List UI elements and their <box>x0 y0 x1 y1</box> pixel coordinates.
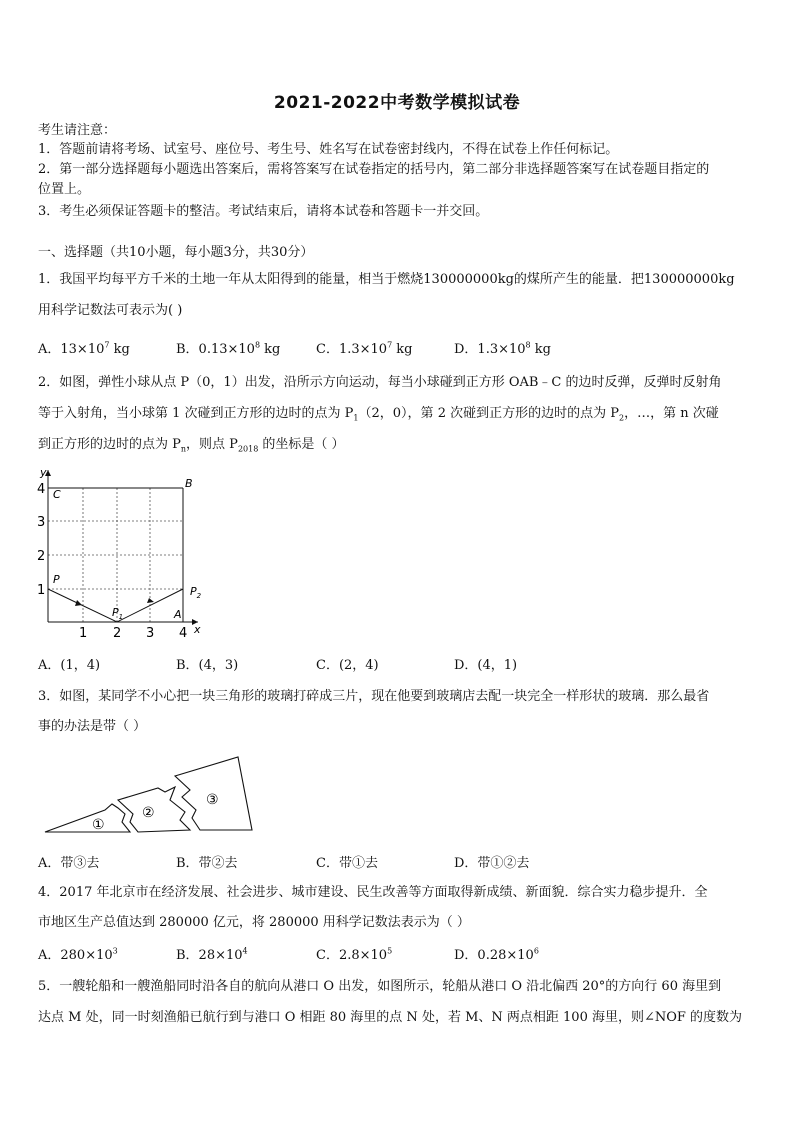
point-p1-label: $P_1$ <box>112 606 124 621</box>
q4-option-b[interactable]: B．$28\times 10^4$ <box>176 946 248 963</box>
q2-figure <box>30 462 220 642</box>
point-b-label: B <box>185 477 193 490</box>
page-title: 2021-2022中考数学模拟试卷 <box>273 93 521 113</box>
q3-figure <box>40 752 260 837</box>
y-tick-4: 4 <box>37 482 46 497</box>
notice-heading: 考生请注意： <box>38 123 117 138</box>
q4-option-d[interactable]: D．$0.28\times 10^6$ <box>454 946 539 963</box>
notice-item-1: 1．答题前请将考场、试室号、座位号、考生号、姓名写在试卷密封线内，不得在试卷上作任何标记。 <box>38 142 619 157</box>
q5-text-line1: 5．一艘轮船和一艘渔船同时沿各自的航向从港口 O 出发，如图所示，轮船从港口 O 沿北偏西 20°的方向行 60 海里到 <box>38 979 722 994</box>
notice-item-2: 2．第一部分选择题每小题选出答案后，需将答案写在试卷指定的括号内，第二部分非选择题答案写在试卷题目指定的 <box>38 162 710 177</box>
q2-option-b[interactable]: B．(4，3) <box>176 658 239 673</box>
q3-option-d[interactable]: D．带①②去 <box>454 856 530 871</box>
notice-item-3: 3．考生必须保证答题卡的整洁。考试结束后，请将本试卷和答题卡一并交回。 <box>38 204 489 219</box>
q1-text-line1: 1．我国平均每平方千米的土地一年从太阳得到的能量，相当于燃烧130000000kg的煤所产生的能量．把130000000kg <box>38 272 735 287</box>
q1-options <box>38 338 760 356</box>
q3-option-b[interactable]: B．带②去 <box>176 856 238 871</box>
q2-option-c[interactable]: C．(2，4) <box>316 658 379 673</box>
q4-text-line1: 4．2017 年北京市在经济发展、社会进步、城市建设、民生改善等方面取得新成绩、新面貌．综合实力稳步提升．全 <box>38 885 708 900</box>
q1-option-c[interactable]: C．$1.3\times 10^7$ kg <box>316 340 413 357</box>
y-tick-2: 2 <box>37 549 46 564</box>
q4-option-a[interactable]: A．$280\times 10^3$ <box>38 946 118 963</box>
q1-text-line2: 用科学记数法可表示为( ) <box>38 303 183 318</box>
axis-x-label: x <box>194 623 201 636</box>
point-p2-label: $P_2$ <box>190 585 202 600</box>
glass-piece-1 <box>45 804 130 832</box>
piece-3-label: ③ <box>206 792 219 808</box>
point-a-label: A <box>174 608 182 621</box>
y-tick-3: 3 <box>37 515 46 530</box>
q1-option-a[interactable]: A．$13\times 10^7$ kg <box>38 340 130 357</box>
x-tick-1: 1 <box>79 626 88 641</box>
x-tick-4: 4 <box>179 626 188 641</box>
q3-option-c[interactable]: C．带①去 <box>316 856 378 871</box>
q3-text-line1: 3．如图，某同学不小心把一块三角形的玻璃打碎成三片，现在他要到玻璃店去配一块完全一样形状的玻璃．那么最省 <box>38 689 710 704</box>
q1-option-d[interactable]: D．$1.3\times 10^8$ kg <box>454 340 551 357</box>
axis-y-label: y <box>40 466 47 479</box>
point-p-label: P <box>53 573 60 586</box>
section-heading: 一、选择题（共10小题，每小题3分，共30分） <box>38 245 314 260</box>
q1-option-b[interactable]: B．$0.13\times 10^8$ kg <box>176 340 281 357</box>
x-tick-3: 3 <box>146 626 155 641</box>
piece-1-label: ① <box>92 817 105 833</box>
q2-text-line2: 等于入射角，当小球第 1 次碰到正方形的边时的点为 $P_1(2$，0），第 2 次碰到正方形的边时的点为 $P_2$，…，第 n 次碰 <box>38 406 719 423</box>
q3-text-line2: 事的办法是带（ ） <box>38 719 147 734</box>
q4-options <box>38 944 760 962</box>
q2-text-line1: 2．如图，弹性小球从点 P（0，1）出发，沿所示方向运动，每当小球碰到正方形 OAB﹣C 的边时反弹，反弹时反射角 <box>38 375 722 390</box>
y-tick-1: 1 <box>37 583 46 598</box>
q5-text-line2: 达点 M 处，同一时刻渔船已航行到与港口 O 相距 80 海里的点 N 处，若 M、N 两点相距 100 海里，则∠NOF 的度数为 <box>38 1010 743 1025</box>
piece-2-label: ② <box>142 805 155 821</box>
q4-option-c[interactable]: C．$2.8\times 10^5$ <box>316 946 393 963</box>
q2-option-d[interactable]: D．(4，1) <box>454 658 518 673</box>
q3-options <box>38 852 760 870</box>
q3-option-a[interactable]: A．带③去 <box>38 856 100 871</box>
q2-options <box>38 654 760 672</box>
notice-item-2-cont: 位置上。 <box>38 182 91 197</box>
x-tick-2: 2 <box>113 626 122 641</box>
q4-text-line2: 市地区生产总值达到 280000 亿元，将 280000 用科学记数法表示为（ ） <box>38 915 470 930</box>
point-c-label: C <box>53 488 61 501</box>
q2-option-a[interactable]: A．(1，4) <box>38 658 101 673</box>
q2-text-line3: 到正方形的边时的点为 $P_n$，则点 $P_{2018}$ 的坐标是（ ） <box>38 437 345 454</box>
